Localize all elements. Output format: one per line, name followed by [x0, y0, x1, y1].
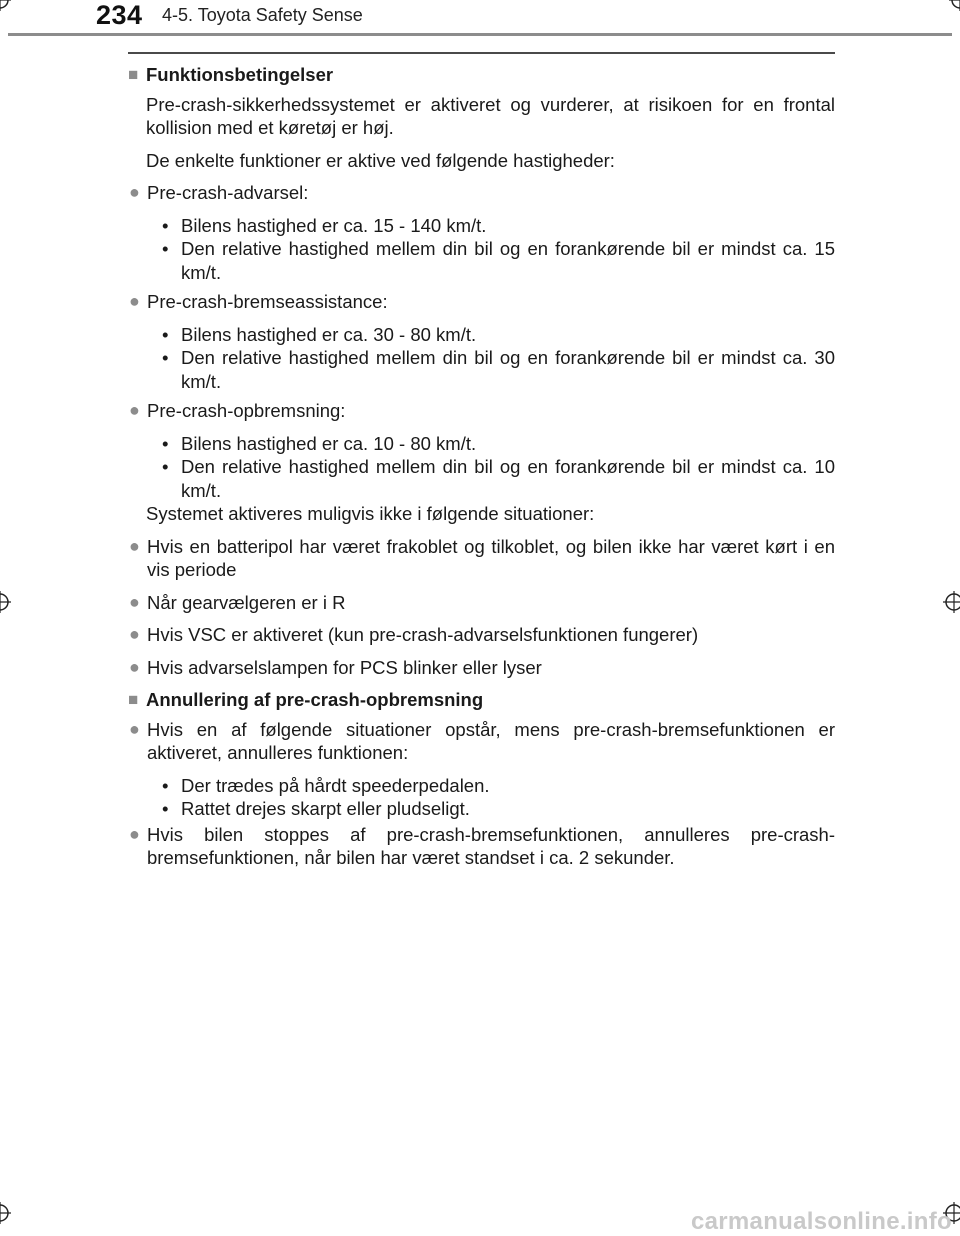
function-item: [128, 181, 835, 205]
square-bullet-icon: ■: [128, 65, 139, 84]
circle-bullet-icon: ●: [129, 400, 140, 420]
registration-mark-icon: [0, 0, 11, 11]
registration-mark-icon: [949, 0, 960, 11]
heading-annullering: [128, 688, 835, 712]
cancel-condition-list: [162, 774, 835, 821]
circle-bullet-icon: ●: [129, 535, 140, 556]
list-item: • Rattet drejes skarpt eller pludseligt.: [162, 798, 470, 819]
function-label: Pre-crash-bremseassistance:: [147, 291, 388, 312]
function-label: Pre-crash-advarsel:: [147, 182, 309, 203]
section-title: 4-5. Toyota Safety Sense: [162, 5, 363, 25]
circle-bullet-icon: ●: [129, 624, 140, 644]
list-item: • Den relative hastighed mellem din bil og en forankørende bil er mindst ca. 15 km/t.: [162, 238, 835, 283]
list-item: • Bilens hastighed er ca. 30 - 80 km/t.: [162, 323, 477, 345]
situation-text: Når gearvælgeren er i R: [147, 591, 346, 613]
registration-mark-icon: [943, 591, 960, 613]
circle-bullet-icon: ●: [129, 718, 140, 739]
condition-list: [162, 214, 835, 285]
list-item: • Der trædes på hårdt speederpedalen.: [162, 774, 490, 796]
cancel-text: Hvis bilen stoppes af pre-crash-bremsefunktionen, annulleres pre-crash-bremsefunktionen, når bilen har været standset i ca. 2 sekunder.: [147, 823, 835, 868]
square-bullet-icon: ■: [128, 690, 139, 709]
list-item: • Bilens hastighed er ca. 10 - 80 km/t.: [162, 432, 477, 454]
heading-funktionsbetingelser: [128, 63, 835, 87]
situation-item: [128, 535, 835, 582]
heading-text: Funktionsbetingelser: [146, 64, 334, 85]
heading-text: Annullering af pre-crash-opbremsning: [146, 689, 484, 710]
page-number: 234: [96, 0, 143, 30]
situation-text: Hvis advarselslampen for PCS blinker eller lyser: [147, 656, 542, 678]
function-item: [128, 399, 835, 423]
situation-text: Hvis en batteripol har været frakoblet og tilkoblet, og bilen ikke har været kørt i en vis periode: [147, 535, 835, 580]
circle-bullet-icon: ●: [129, 656, 140, 677]
situation-item: [128, 623, 835, 647]
cancel-text: Hvis en af følgende situationer opstår, mens pre-crash-bremsefunktionen er aktiveret, annulleres funktionen:: [147, 718, 835, 763]
function-item: [128, 290, 835, 314]
condition-list: [162, 323, 835, 394]
function-label: Pre-crash-opbremsning:: [147, 400, 346, 421]
watermark: carmanualsonline.info: [690, 1208, 952, 1235]
intro-paragraph: Pre-crash-sikkerhedssystemet er aktiveret og vurderer, at risikoen for en frontal kollision med et køretøj er høj.: [146, 93, 835, 138]
circle-bullet-icon: ●: [129, 823, 140, 844]
header-rule: [8, 33, 952, 36]
circle-bullet-icon: ●: [129, 182, 140, 202]
condition-list: [162, 432, 835, 503]
situation-item: [128, 591, 835, 615]
list-item: • Den relative hastighed mellem din bil og en forankørende bil er mindst ca. 10 km/t.: [162, 456, 835, 501]
list-item: • Bilens hastighed er ca. 15 - 140 km/t.: [162, 214, 487, 236]
registration-mark-icon: [0, 591, 11, 613]
circle-bullet-icon: ●: [129, 591, 140, 612]
cancel-item: [128, 718, 835, 765]
circle-bullet-icon: ●: [129, 291, 140, 311]
list-item: • Den relative hastighed mellem din bil og en forankørende bil er mindst ca. 30 km/t.: [162, 347, 835, 392]
speeds-intro: De enkelte funktioner er aktive ved følgende hastigheder:: [146, 149, 615, 171]
situation-item: [128, 656, 835, 680]
not-active-intro: Systemet aktiveres muligvis ikke i følgende situationer:: [146, 503, 595, 524]
registration-mark-icon: [0, 1202, 11, 1224]
content-rule: [128, 52, 835, 54]
cancel-item: [128, 823, 835, 870]
page-content: [128, 63, 835, 879]
situation-text: Hvis VSC er aktiveret (kun pre-crash-advarselsfunktionen fungerer): [147, 624, 699, 645]
